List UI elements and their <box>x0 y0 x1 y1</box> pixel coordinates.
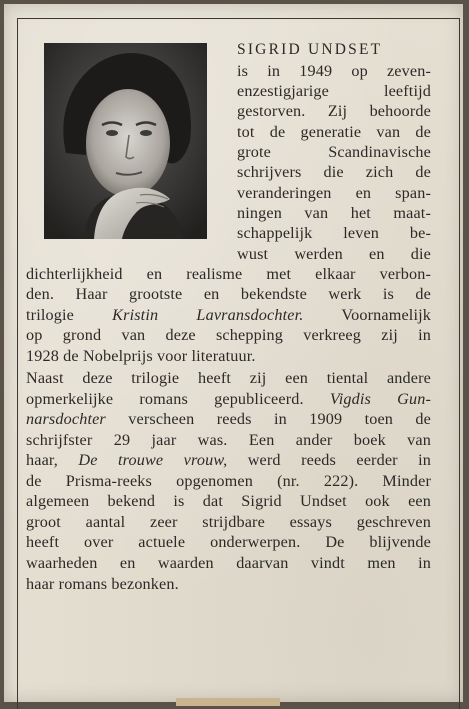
bio-line <box>26 450 431 470</box>
bio-line: wust werden en die <box>237 245 431 263</box>
bio-line: algemeen bekend is dat Sigrid Undset ook een <box>26 492 431 510</box>
bio-line <box>26 409 431 429</box>
bio-line: dichterlijkheid en realisme met elkaar verbon- <box>26 265 431 283</box>
bio-line: de Prisma-reeks opgenomen (nr. 222). Minder <box>26 472 431 490</box>
bio-line: Naast deze trilogie heeft zij een tiental andere <box>26 369 431 387</box>
book-title-vigdis: Vigdis Gun- <box>329 390 432 408</box>
bio-line: heeft over actuele onderwerpen. De blijvende <box>26 533 431 551</box>
portrait-icon <box>44 43 207 239</box>
text-run: werd reeds eerder in <box>227 451 432 469</box>
text-run: haar, <box>26 451 79 469</box>
book-title-vigdis-cont: narsdochter <box>26 410 106 428</box>
bio-line: haar romans bezonken. <box>26 575 179 593</box>
author-name-heading: SIGRID UNDSET <box>237 41 383 58</box>
book-title-kristin: Kristin Lavransdochter. <box>112 306 304 324</box>
bio-line: schrijfster 29 jaar was. Een ander boek van <box>26 431 431 449</box>
text-run: verscheen reeds in 1909 toen de <box>105 410 431 428</box>
book-title-trouwe-vrouw: De trouwe vrouw, <box>78 451 228 469</box>
book-page <box>4 4 463 702</box>
bio-line: 1928 de Nobelprijs voor literatuur. <box>26 347 256 365</box>
bio-line: grote Scandinavische <box>237 143 431 161</box>
bio-line: enzestigjarige leeftijd <box>237 82 431 100</box>
bio-line: op grond van deze schepping verkreeg zij in <box>26 326 431 344</box>
text-run: Voornamelijk <box>303 306 431 324</box>
text-run: trilogie <box>26 306 113 324</box>
bio-line: is in 1949 op zeven- <box>237 62 431 80</box>
bio-line: groot aantal zeer strijdbare essays geschreven <box>26 513 431 531</box>
text-run: opmerkelijke romans gepubliceerd. <box>26 390 330 408</box>
page-bottom-tab <box>176 698 280 706</box>
bio-line: gestorven. Zij behoorde <box>237 102 431 120</box>
bio-line: ningen van het maat- <box>237 204 431 222</box>
author-portrait-photo <box>44 43 207 239</box>
bio-line: waarheden en waarden daarvan vindt men in <box>26 554 431 572</box>
bio-line: tot de generatie van de <box>237 123 431 141</box>
bio-line: schrijvers die zich de <box>237 163 431 181</box>
bio-line <box>26 389 431 409</box>
bio-line: den. Haar grootste en bekendste werk is de <box>26 285 431 303</box>
bio-line <box>26 305 431 325</box>
bio-line: veranderingen en span- <box>237 184 431 202</box>
bio-line: schappelijk leven be- <box>237 224 431 242</box>
